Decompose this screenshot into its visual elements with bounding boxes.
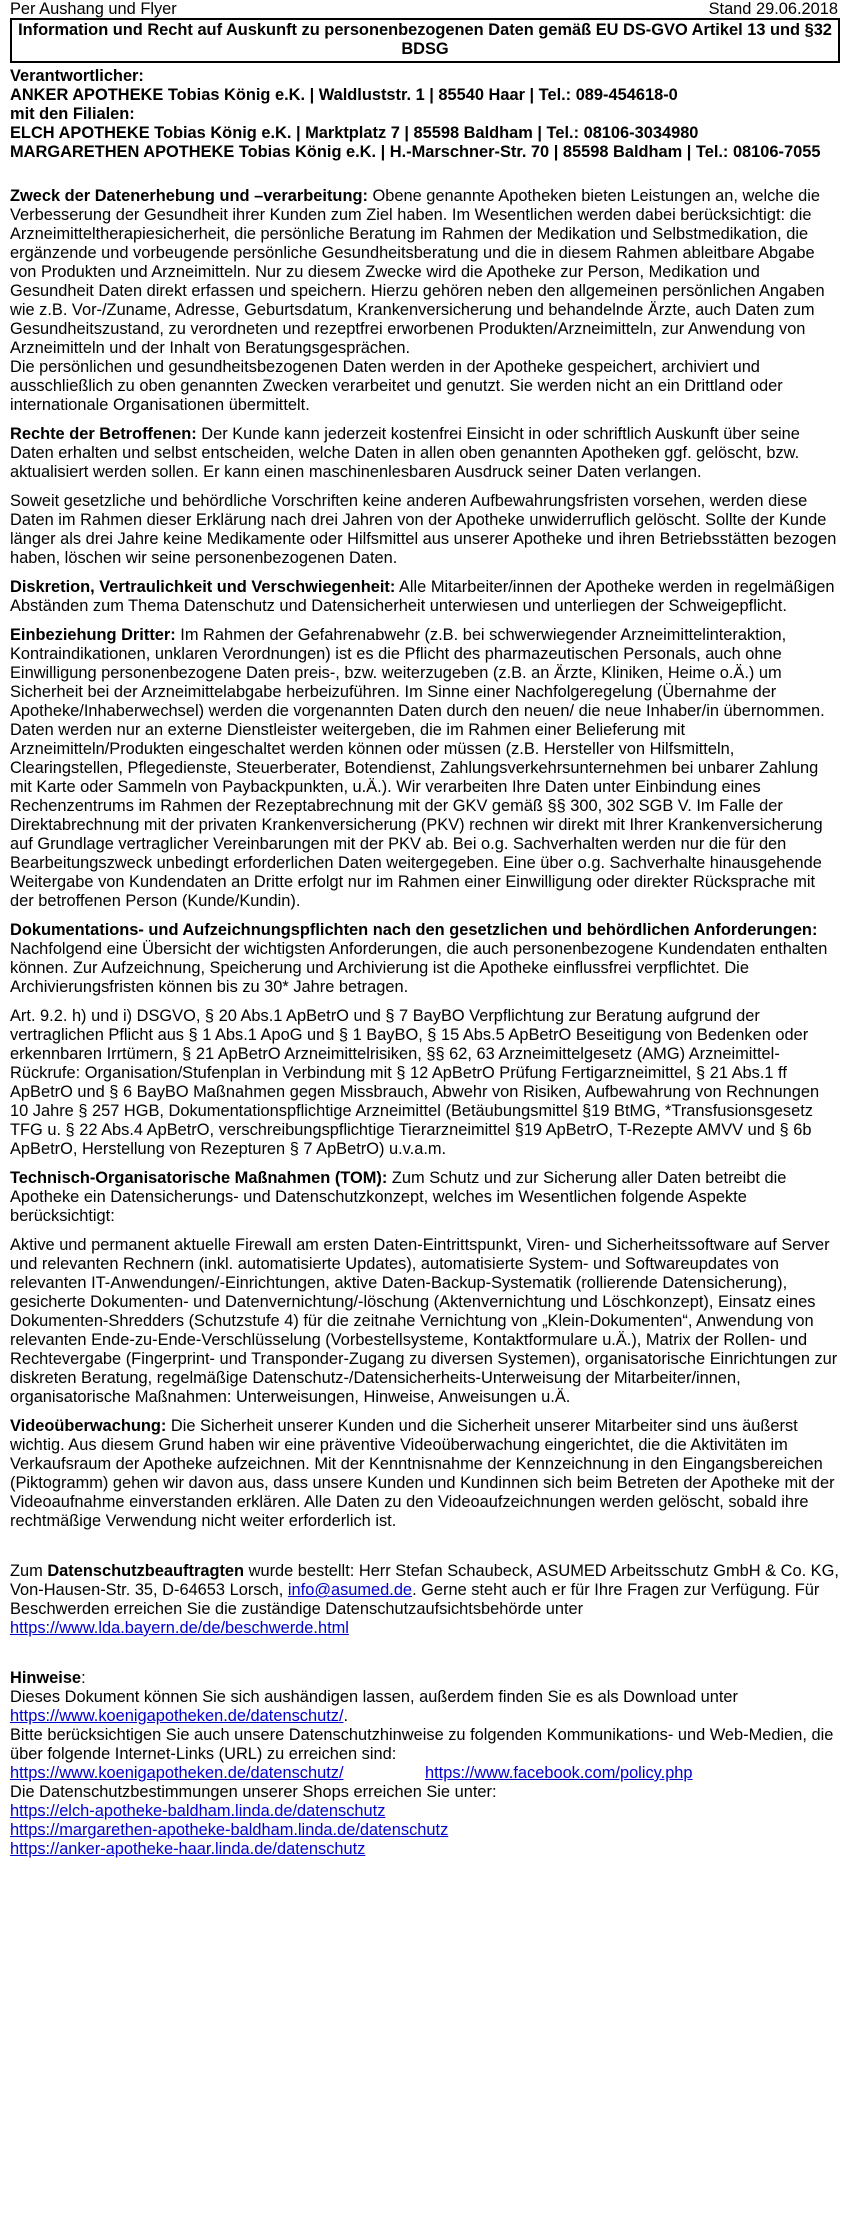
- section-heading: Videoüberwachung:: [10, 1417, 167, 1435]
- section-documentation: [10, 921, 840, 997]
- section-laws: Art. 9.2. h) und i) DSGVO, § 20 Abs.1 ApBetrO und § 7 BayBO Verpflichtung zur Beratung aufgrund der vertraglichen Pflicht aus § 1 Abs.1 ApoG und § 1 BayBO, § 15 Abs.5 ApBetrO Beseitigung von Bedenken oder erkennbaren Irrtümern, § 21 ApBetrO Arzneimittelrisiken, §§ 62, 63 Arzneimittelgesetz (AMG) Arzneimittel-Rückrufe: Organisation/Stufenplan in Verbindung mit § 12 ApBetrO Prüfung Fertigarzneimittel, § 21 Abs.1 ff ApBetrO und § 6 BayBO Maßnahmen gegen Missbrauch, Abwehr von Risiken, Aufbewahrung von Rechnungen 10 Jahre § 257 HGB, Dokumentationspflichtige Arzneimittel (Betäubungsmittel §19 BtMG, *Transfusionsgesetz TFG u. § 22 Abs.4 ApBetrO, verschreibungspflichtige Tierarzneimittel §19 ApBetrO, T-Rezepte AMVV und § 6b ApBetrO, Herstellung von Rezepturen § 7 ApBetrO) u.v.a.m.: [10, 1007, 820, 1158]
- section-video: [10, 1417, 840, 1531]
- document-header: [10, 0, 840, 18]
- notes-line2: Bitte berücksichtigen Sie auch unsere Datenschutzhinweise zu folgenden Kommunikations- und Web-Medien, die über folgende Internet-Links (URL) zu erreichen sind:: [10, 1726, 834, 1763]
- section-discretion: [10, 578, 840, 616]
- section-third-parties: [10, 626, 840, 911]
- section-heading: Zweck der Datenerhebung und –verarbeitung:: [10, 187, 368, 205]
- section-text: Obene genannte Apotheken bieten Leistungen an, welche die Verbesserung der Gesundheit ihrer Kunden zum Ziel haben. Im Wesentlichen werden dabei berücksichtigt: die Arzneimitteltherapiesicherheit, die persönliche Beratung im Rahmen der Medikation und Selbstmedikation, die ergänzende und vorbeugende persönliche Gesundheitsberatung und die in diesem Rahmen ableitbare Abgabe von Produkten und Arzneimitteln. Nur zu diesem Zwecke wird die Apotheke zur Person, Medikation und Gesundheit Daten direkt erfassen und speichern. Hierzu gehören neben den allgemeinen persönlichen Angaben wie z.B. Vor-/Zuname, Adresse, Geburtsdatum, Krankenversicherung und behandelnde Ärzte, auch Daten zum Gesundheitszustand, zu verordneten und rezeptfrei erworbenen Produkten/Arzneimitteln, zur Anwendung von Arzneimitteln und der Inhalt von Beratungsgesprächen.: [10, 187, 825, 357]
- section-notes: [10, 1669, 840, 1859]
- section-heading: Diskretion, Vertraulichkeit und Verschwiegenheit:: [10, 578, 396, 596]
- document-title: Information und Recht auf Auskunft zu personenbezogenen Daten gemäß EU DS-GVO Artikel 13 und §32 BDSG: [10, 18, 840, 63]
- dpo-heading: Datenschutzbeauftragten: [47, 1562, 245, 1580]
- notes-line1-end: .: [343, 1707, 349, 1725]
- responsible-label: Verantwortlicher:: [10, 67, 144, 85]
- dpo-text: wurde bestellt: Herr Stefan Schaubeck, ASUMED Arbeitsschutz GmbH & Co. KG, Von-Hausen-Str. 35, D-64653 Lorsch,: [10, 1562, 839, 1599]
- section-purpose-storage: Die persönlichen und gesundheitsbezogenen Daten werden in der Apotheke gespeichert, archiviert und ausschließlich zu oben genannten Zwecken verarbeitet und genutzt. Sie werden nicht an ein Drittland oder internationale Organisationen übermittelt.: [10, 358, 783, 414]
- responsible-main: ANKER APOTHEKE Tobias König e.K. | Waldluststr. 1 | 85540 Haar | Tel.: 089-454618-0: [10, 86, 678, 104]
- section-purpose: [10, 187, 840, 358]
- section-retention: Soweit gesetzliche und behördliche Vorschriften keine anderen Aufbewahrungsfristen vorsehen, werden diese Daten im Rahmen dieser Erklärung nach drei Jahren von der Apotheke unwiderruflich gelöscht. Sollte der Kunde länger als drei Jahre keine Medikamente oder Hilfsmittel aus unserer Apotheke und ihren Betriebsstätten bezogen haben, löschen wir seine personenbezogenen Daten.: [10, 492, 837, 567]
- branch-elch: ELCH APOTHEKE Tobias König e.K. | Marktplatz 7 | 85598 Baldham | Tel.: 08106-3034980: [10, 124, 699, 142]
- branches-label: mit den Filialen:: [10, 105, 135, 123]
- shop-link-elch[interactable]: https://elch-apotheke-baldham.linda.de/datenschutz: [10, 1802, 386, 1820]
- shop-link-margarethen[interactable]: https://margarethen-apotheke-baldham.linda.de/datenschutz: [10, 1821, 449, 1839]
- header-date: Stand 29.06.2018: [708, 0, 838, 18]
- section-text: Alle Mitarbeiter/innen der Apotheke werden in regelmäßigen Abständen zum Thema Datenschutz und Datensicherheit unterwiesen und unterliegen der Schweigepflicht.: [10, 578, 835, 615]
- notes-line3: Die Datenschutzbestimmungen unserer Shops erreichen Sie unter:: [10, 1783, 497, 1801]
- website-privacy-link[interactable]: https://www.koenigapotheken.de/datenschutz/: [10, 1764, 344, 1782]
- section-dpo: [10, 1562, 840, 1638]
- notes-line1: Dieses Dokument können Sie sich aushändigen lassen, außerdem finden Sie es als Download unter: [10, 1688, 738, 1706]
- section-tom: [10, 1169, 840, 1226]
- header-left: Per Aushang und Flyer: [10, 0, 177, 18]
- spacer: [10, 1648, 840, 1669]
- notes-colon: :: [81, 1669, 86, 1687]
- section-text: Die Sicherheit unserer Kunden und die Sicherheit unserer Mitarbeiter sind uns äußerst wichtig. Aus diesem Grund haben wir eine präventive Videoüberwachung eingerichtet, die die Aktivitäten im Verkaufsraum der Apotheke aufzeichnen. Mit der Kenntnisnahme der Kennzeichnung in den Eingangsbereichen (Piktogramm) gehen wir davon aus, dass unsere Kunden und Kundinnen sich beim Betreten der Apotheke mit der Videoaufnahme einverstanden erklären. Alle Daten zu den Videoaufzeichnungen werden gelöscht, sobald ihre rechtmäßige Verwendung nicht weiter erforderlich ist.: [10, 1417, 835, 1530]
- notes-heading: Hinweise: [10, 1669, 82, 1687]
- section-heading: Technisch-Organisatorische Maßnahmen (TOM):: [10, 1169, 388, 1187]
- section-text: Der Kunde kann jederzeit kostenfrei Einsicht in oder schriftlich Auskunft über seine Daten erhalten und selbst entscheiden, welche Daten in allen oben genannten Apotheken ggf. gelöscht, bzw. aktualisiert werden sollen. Er kann einen maschinenlesbaren Ausdruck seiner Daten verlangen.: [10, 425, 800, 481]
- dpo-email-link[interactable]: info@asumed.de: [287, 1581, 413, 1599]
- spacer: [10, 1541, 840, 1562]
- section-heading: Rechte der Betroffenen:: [10, 425, 197, 443]
- section-tom-details: Aktive und permanent aktuelle Firewall am ersten Daten-Eintrittspunkt, Viren- und Sicherheitssoftware auf Server und relevanten Rechnern (inkl. automatisierte Updates), automatisierte System- und Softwareupdates von relevanten IT-Anwendungen/-Einrichtungen, aktive Daten-Backup-Systematik (rollierende Datensicherung), gesicherte Dokumenten- und Datenvernichtung/-löschung (Aktenvernichtung und Löschkonzept), Einsatz eines Dokumenten-Shredders (Schutzstufe 4) für die zeitnahe Vernichtung von „Klein-Dokumenten“, Anwendung von relevanten Ende-zu-Ende-Verschlüsselung (Vorbestellsysteme, Kontaktformulare u.Ä.), Matrix der Rollen- und Rechtevergabe (Fingerprint- und Transponder-Zugang zu diversen Systemen), organisatorische Einrichtungen zur diskreten Beratung, regelmäßige Datenschutz-/Datensicherheits-Unterweisung der Mitarbeiter/innen, organisatorische Maßnahmen: Unterweisungen, Hinweise, Anweisungen u.Ä.: [10, 1236, 838, 1406]
- dpo-text-2: . Gerne steht auch er für Ihre Fragen zur Verfügung. Für Beschwerden erreichen Sie die zuständige Datenschutzaufsichtsbehörde unter: [10, 1581, 820, 1618]
- facebook-policy-link[interactable]: https://www.facebook.com/policy.php: [425, 1764, 693, 1782]
- section-text: Zum Schutz und zur Sicherung aller Daten betreibt die Apotheke ein Datensicherungs- und Datenschutzkonzept, welches im Wesentlichen folgende Aspekte berücksichtigt:: [10, 1169, 787, 1225]
- section-heading: Dokumentations- und Aufzeichnungspflichten nach den gesetzlichen und behördlichen Anforderungen:: [10, 921, 818, 939]
- section-text: Im Rahmen der Gefahrenabwehr (z.B. bei schwerwiegender Arzneimittelinteraktion, Kontraindikationen, unklaren Verordnungen) ist es die Pflicht des pharmazeutischen Personals, auch ohne Einwilligung personenbezogene Daten preis-, bzw. weiterzugeben (z.B. an Ärzte, Kliniken, Heime o.Ä.) um Sicherheit bei der Arzneimittelabgabe herbeizuführen. Im Sinne einer Nachfolgeregelung (Übernahme der Apotheke/Inhaberwechsel) werden die vorgenannten Daten durch den neuen/ die neue Inhaber/in übernommen. Daten werden nur an externe Dienstleister weitergeben, die im Rahmen einer Belieferung mit Arzneimitteln/Produkten eingeschaltet werden können oder müssen (z.B. Hersteller von Hilfsmitteln, Clearingstellen, Pflegedienste, Steuerberater, Botendienst, Zahlungsverkehrsunternehmen bei unbarer Zahlung mit Karte oder Sammeln von Paybackpunkten, u.Ä.). Wir verarbeiten Ihre Daten unter Einbindung eines Rechenzentrums im Rahmen der Rezeptabrechnung mit der GKV gemäß §§ 300, 302 SGB V. Im Falle der Direktabrechnung mit der privaten Krankenversicherung (PKV) rechnen wir direkt mit Ihrer Krankenversicherung auf Grundlage vertraglicher Vereinbarungen mit der PKV ab. Bei o.g. Sachverhalten werden nur die für den Bearbeitungszweck unbedingt erforderlichen Daten weitergegeben. Eine über o.g. Sachverhalte hinausgehende Weitergabe von Kundendaten an Dritte erfolgt nur im Rahmen einer Einwilligung oder direkter Rücksprache mit der betroffenen Person (Kunde/Kundin).: [10, 626, 825, 910]
- spacer: [10, 162, 840, 187]
- download-link[interactable]: https://www.koenigapotheken.de/datenschutz/: [10, 1707, 344, 1725]
- branch-margarethen: MARGARETHEN APOTHEKE Tobias König e.K. | H.-Marschner-Str. 70 | 85598 Baldham | Tel.: 08106-7055: [10, 143, 821, 161]
- dpo-prefix: Zum: [10, 1562, 48, 1580]
- complaint-authority-link[interactable]: https://www.lda.bayern.de/de/beschwerde.html: [10, 1619, 349, 1637]
- section-rights: [10, 425, 840, 482]
- responsible-block: [10, 67, 840, 162]
- shop-link-anker[interactable]: https://anker-apotheke-haar.linda.de/datenschutz: [10, 1840, 366, 1858]
- section-heading: Einbeziehung Dritter:: [10, 626, 176, 644]
- section-text: Nachfolgend eine Übersicht der wichtigsten Anforderungen, die auch personenbezogene Kundendaten enthalten können. Zur Aufzeichnung, Speicherung und Archivierung ist die Apotheke einflussfrei verpflichtet. Die Archivierungsfristen können bis zu 30* Jahre betragen.: [10, 940, 828, 996]
- privacy-notice-document: [10, 0, 840, 1859]
